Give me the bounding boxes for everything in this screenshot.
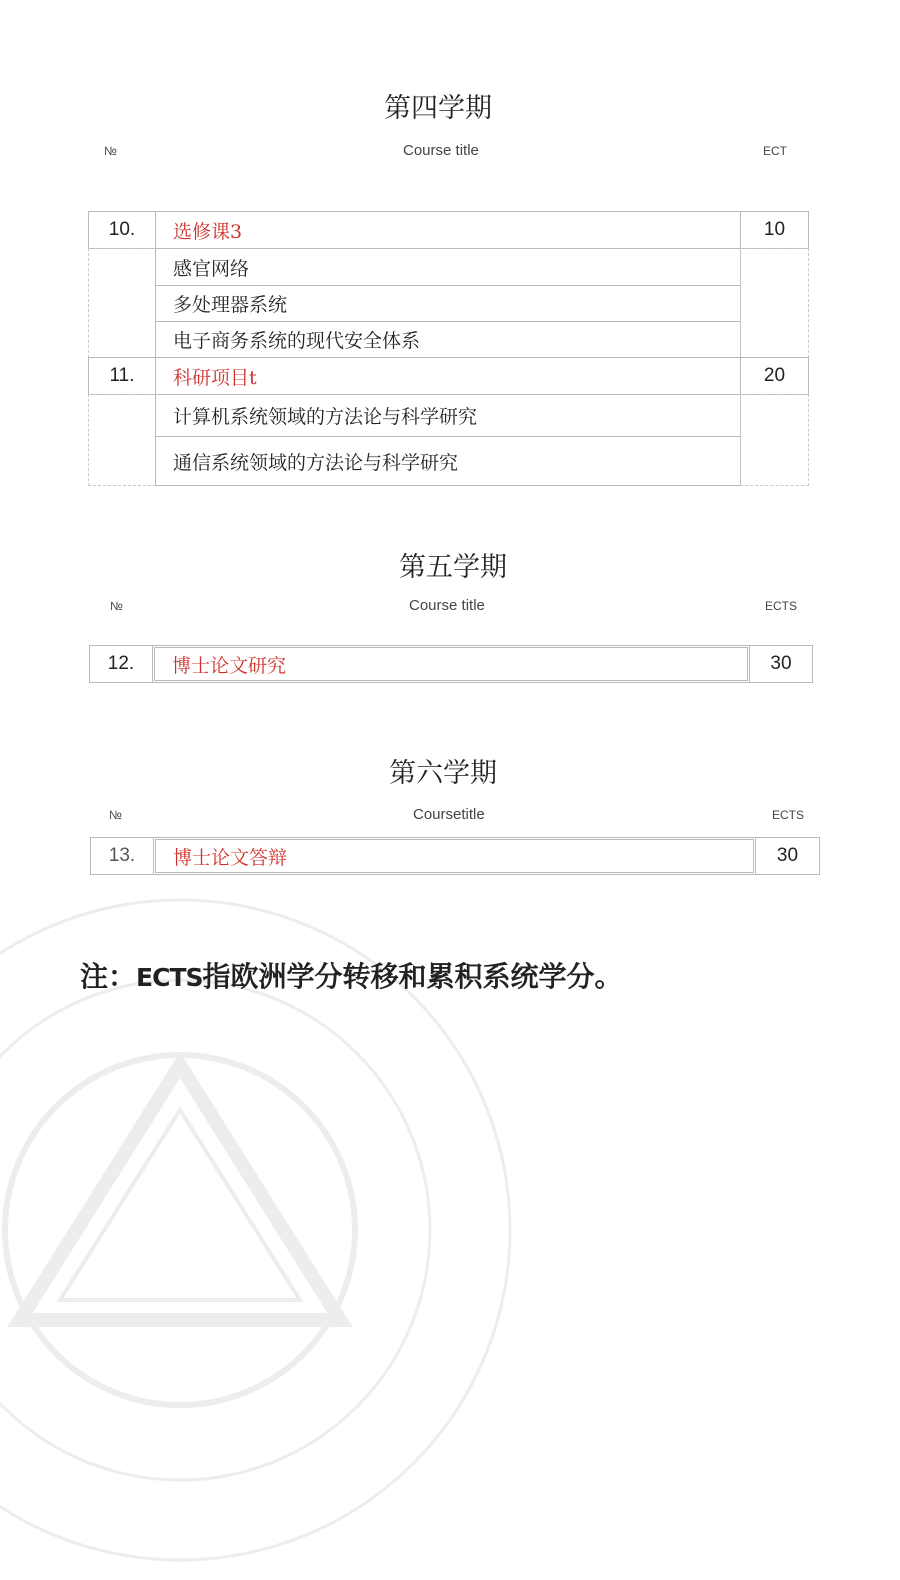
course-number-11: 11.	[88, 357, 156, 395]
course-title-dissertation-defense: 博士论文答辩	[153, 837, 756, 875]
semester4-header-course: Course title	[403, 142, 479, 159]
subcourse-multiprocessor-systems: 多处理器系统	[155, 285, 741, 322]
ects-footnote	[80, 955, 623, 995]
note-ects-abbr: ECTS	[136, 963, 203, 992]
number-spacer	[88, 394, 156, 486]
semester5-title: 第五学期	[399, 552, 507, 583]
ects-spacer	[740, 248, 809, 358]
semester4-header-no: №	[104, 144, 117, 158]
number-spacer	[88, 248, 156, 358]
course-number-13: 13.	[90, 837, 154, 875]
semester4-title: 第四学期	[384, 93, 492, 124]
course-number-10: 10.	[88, 211, 156, 249]
course-title-dissertation-research: 博士论文研究	[152, 645, 750, 683]
note-text: 指欧洲学分转移和累积系统学分。	[202, 960, 623, 993]
semester6-header-course: Coursetitle	[413, 806, 485, 823]
semester5-header-course: Course title	[409, 597, 485, 614]
subcourse-computer-systems-methodology: 计算机系统领域的方法论与科学研究	[155, 394, 741, 437]
semester5-header-no: №	[110, 599, 123, 613]
semester6-header-no: №	[109, 808, 122, 822]
subcourse-ecommerce-security: 电子商务系统的现代安全体系	[155, 321, 741, 358]
course-title-research-project: 科研项目t	[155, 357, 741, 395]
ects-spacer	[740, 394, 809, 486]
semester4-header-ects: ECT	[763, 144, 787, 158]
course-title-elective3: 选修课3	[155, 211, 741, 249]
note-prefix: 注：	[80, 960, 137, 993]
semester6-header-ects: ECTS	[772, 808, 805, 822]
course-number-12: 12.	[89, 645, 153, 683]
subcourse-communication-systems-methodology: 通信系统领域的方法论与科学研究	[155, 436, 741, 486]
course-ects-11: 20	[740, 357, 809, 395]
subcourse-sensor-networks: 感官网络	[155, 248, 741, 286]
course-ects-13: 30	[755, 837, 820, 875]
semester5-header-ects: ECTS	[765, 599, 798, 613]
course-ects-10: 10	[740, 211, 809, 249]
semester6-title: 第六学期	[389, 758, 497, 789]
course-ects-12: 30	[749, 645, 813, 683]
